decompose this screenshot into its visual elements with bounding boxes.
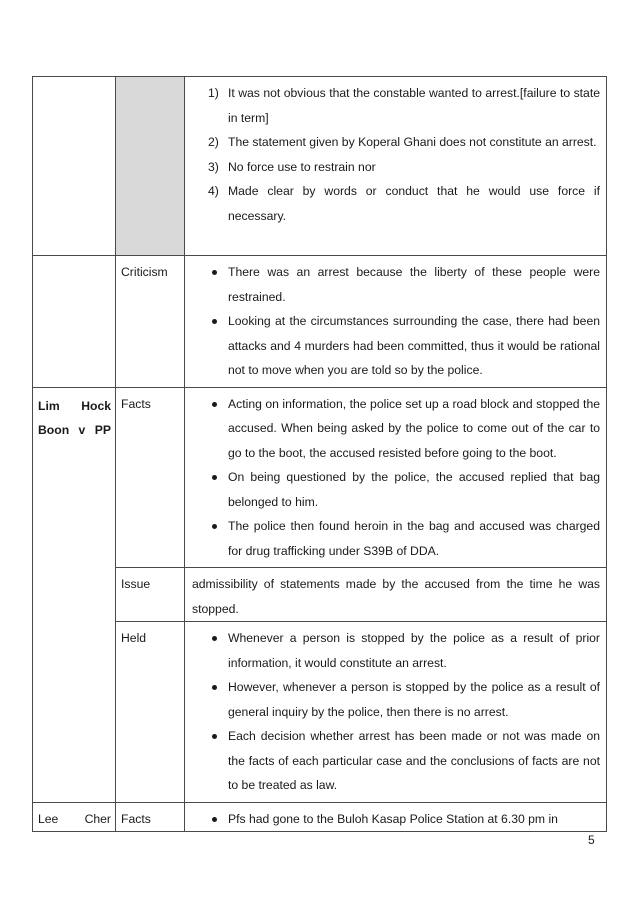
row-label: Facts — [121, 396, 151, 411]
list-text: Pfs had gone to the Buloh Kasap Police Station at 6.30 pm in — [228, 811, 558, 826]
list-item — [185, 155, 600, 180]
content-cell — [185, 387, 607, 568]
bullet-icon — [212, 817, 217, 822]
list-text: There was an arrest because the liberty of these people were restrained. — [228, 265, 600, 304]
numbered-list — [185, 81, 600, 228]
list-item — [185, 260, 600, 309]
table-row — [33, 77, 607, 256]
label-cell — [116, 568, 185, 622]
list-number: 3) — [208, 159, 219, 174]
case-name: Lee Cher — [38, 811, 111, 826]
bullet-list — [185, 807, 600, 832]
list-item — [185, 514, 600, 563]
list-item — [185, 130, 600, 155]
list-number: 1) — [208, 86, 219, 100]
list-text: Acting on information, the police set up a road block and stopped the accused. When being asked by the police to come out of the car to go to the boot, the accused resisted before going to the boot. — [228, 396, 600, 460]
bullet-list — [185, 392, 600, 564]
table-row — [33, 568, 607, 622]
bullet-icon — [212, 524, 217, 529]
list-text: Made clear by words or conduct that he would use force if necessary. — [228, 184, 600, 223]
bullet-icon — [212, 734, 217, 739]
bullet-list — [185, 626, 600, 798]
list-item — [185, 392, 600, 466]
list-item — [185, 675, 600, 724]
list-item — [185, 626, 600, 675]
case-name-cell — [33, 256, 116, 388]
list-text: Each decision whether arrest has been made or not was made on the facts of each particular case and the conclusions of facts are not to be treated as law. — [228, 729, 600, 792]
row-label: Held — [121, 631, 147, 645]
table-row — [33, 256, 607, 388]
list-text: However, whenever a person is stopped by the police as a result of general inquiry by the police, then there is no arrest. — [228, 680, 600, 719]
table-row — [33, 802, 607, 832]
list-item — [185, 179, 600, 228]
list-item — [185, 81, 600, 130]
list-text: No force use to restrain nor — [228, 159, 376, 174]
list-text: It was not obvious that the constable wanted to arrest.[failure to state in term] — [228, 86, 600, 125]
table-row — [33, 622, 607, 803]
label-cell — [116, 802, 185, 832]
bullet-icon — [212, 270, 217, 275]
row-label: Issue — [121, 577, 151, 591]
bullet-icon — [212, 475, 217, 480]
list-text: Whenever a person is stopped by the police as a result of prior information, it would constitute an arrest. — [228, 631, 600, 670]
list-text: The police then found heroin in the bag and accused was charged for drug trafficking under S39B of DDA. — [228, 519, 600, 558]
bullet-icon — [212, 319, 217, 324]
issue-text: admissibility of statements made by the accused from the time he was stopped. — [192, 577, 600, 616]
list-text: The statement given by Koperal Ghani does not constitute an arrest. — [228, 135, 597, 149]
case-name: Lim Hock Boon v PP — [38, 398, 111, 437]
list-number: 2) — [208, 135, 219, 149]
list-text: Looking at the circumstances surrounding the case, there had been attacks and 4 murders had been committed, thus it would be rational not to move when you are told so by the police. — [228, 314, 600, 377]
label-cell — [116, 256, 185, 388]
bullet-icon — [212, 685, 217, 690]
list-item — [185, 724, 600, 798]
content-cell — [185, 256, 607, 388]
content-cell — [185, 568, 607, 622]
page-number: 5 — [588, 833, 595, 847]
bullet-icon — [212, 402, 217, 407]
case-name-cell — [33, 802, 116, 832]
label-cell — [116, 622, 185, 803]
content-cell — [185, 77, 607, 256]
table-row — [33, 387, 607, 568]
case-name-cell — [33, 77, 116, 256]
list-text: On being questioned by the police, the accused replied that bag belonged to him. — [228, 470, 600, 509]
list-item — [185, 807, 600, 832]
content-cell — [185, 622, 607, 803]
label-cell — [116, 77, 185, 256]
case-name-cell — [33, 387, 116, 802]
row-label: Facts — [121, 811, 151, 826]
list-item — [185, 465, 600, 514]
bullet-list — [185, 260, 600, 383]
case-table — [32, 76, 607, 832]
row-label: Criticism — [121, 265, 168, 279]
label-cell — [116, 387, 185, 568]
content-cell — [185, 802, 607, 832]
list-item — [185, 309, 600, 383]
list-number: 4) — [208, 184, 219, 198]
bullet-icon — [212, 636, 217, 641]
